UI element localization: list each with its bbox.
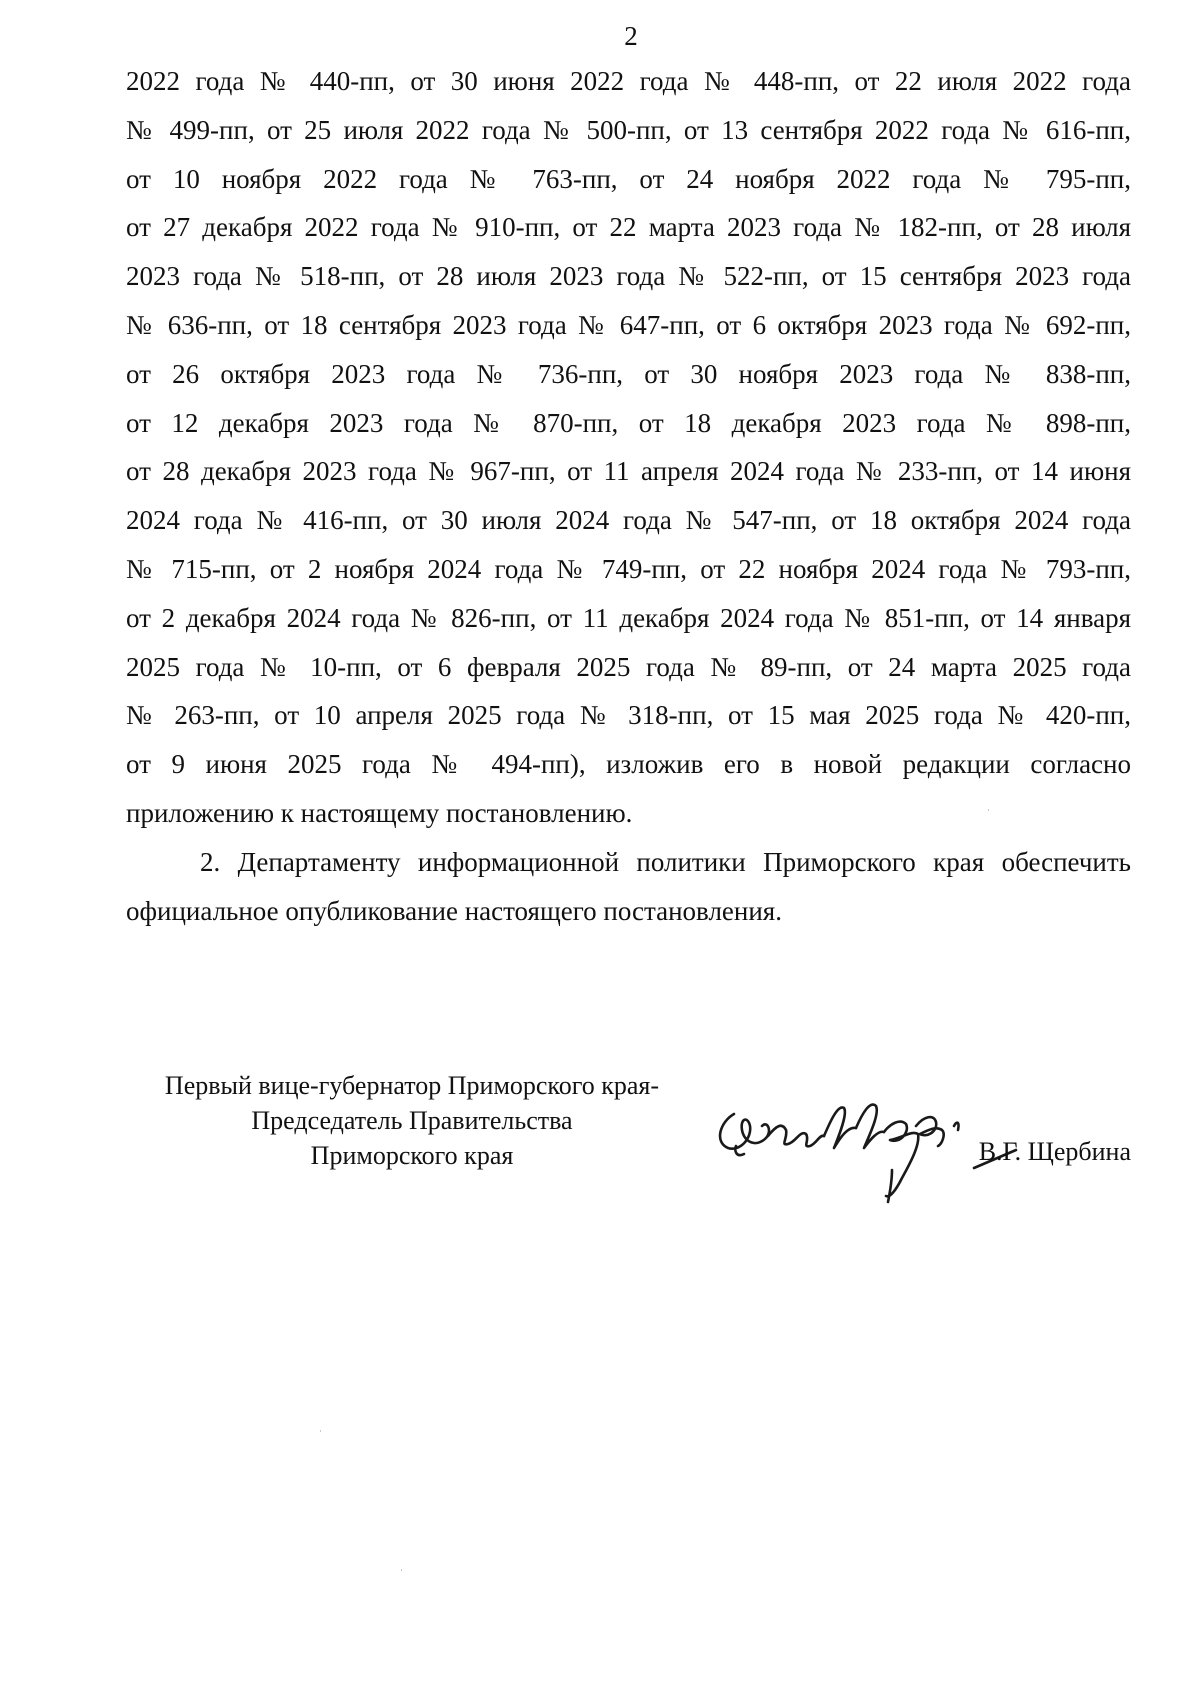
signatory-title-line: Председатель Правительства bbox=[251, 1106, 573, 1135]
signatory-title-line: Первый вице-губернатор Приморского края- bbox=[164, 1071, 660, 1100]
body-line: 2024 года № 416-пп, от 30 июля 2024 года № 547-пп, от 18 октября 2024 года bbox=[126, 505, 1131, 536]
page-number: 2 bbox=[624, 21, 638, 51]
body-line: № 499-пп, от 25 июля 2022 года № 500-пп, от 13 сентября 2022 года № 616-пп, bbox=[126, 114, 1131, 145]
body-line: 2025 года № 10-пп, от 6 февраля 2025 года № 89-пп, от 24 марта 2025 года bbox=[126, 651, 1131, 682]
body-line: № 263-пп, от 10 апреля 2025 года № 318-пп, от 15 мая 2025 года № 420-пп, bbox=[126, 700, 1131, 731]
body-line: от 2 декабря 2024 года № 826-пп, от 11 декабря 2024 года № 851-пп, от 14 января bbox=[126, 602, 1131, 633]
body-line: 2023 года № 518-пп, от 28 июля 2023 года № 522-пп, от 15 сентября 2023 года bbox=[126, 261, 1131, 292]
signatory-title bbox=[126, 1068, 698, 1173]
signature-block bbox=[126, 1068, 1131, 1208]
body-line: от 27 декабря 2022 года № 910-пп, от 22 марта 2023 года № 182-пп, от 28 июля bbox=[126, 212, 1131, 243]
body-line: от 28 декабря 2023 года № 967-пп, от 11 апреля 2024 года № 233-пп, от 14 июня bbox=[126, 456, 1131, 487]
body-line: от 9 июня 2025 года № 494-пп), изложив его в новой редакции согласно bbox=[126, 749, 1131, 780]
scan-speck bbox=[401, 1569, 402, 1571]
item-2-line: 2. Департаменту информационной политики Приморского края обеспечить bbox=[200, 846, 1131, 877]
body-line: от 12 декабря 2023 года № 870-пп, от 18 декабря 2023 года № 898-пп, bbox=[126, 407, 1131, 438]
body-line: от 26 октября 2023 года № 736-пп, от 30 ноября 2023 года № 838-пп, bbox=[126, 358, 1131, 389]
scan-speck bbox=[320, 1430, 321, 1432]
item-2-line: официальное опубликование настоящего постановления. bbox=[126, 895, 782, 926]
body-line: 2022 года № 440-пп, от 30 июня 2022 года № 448-пп, от 22 июля 2022 года bbox=[126, 66, 1131, 96]
document-body bbox=[126, 57, 1131, 935]
scan-speck bbox=[988, 809, 989, 811]
signer-name: В.Г. Щербина bbox=[978, 1137, 1131, 1166]
body-line: от 10 ноября 2022 года № 763-пп, от 24 ноября 2022 года № 795-пп, bbox=[126, 163, 1131, 194]
signatory-title-line: Приморского края bbox=[310, 1141, 514, 1170]
body-line: приложению к настоящему постановлению. bbox=[126, 797, 633, 828]
body-line: № 715-пп, от 2 ноября 2024 года № 749-пп, от 22 ноября 2024 года № 793-пп, bbox=[126, 553, 1131, 584]
body-line: № 636-пп, от 18 сентября 2023 года № 647-пп, от 6 октября 2023 года № 692-пп, bbox=[126, 309, 1131, 340]
